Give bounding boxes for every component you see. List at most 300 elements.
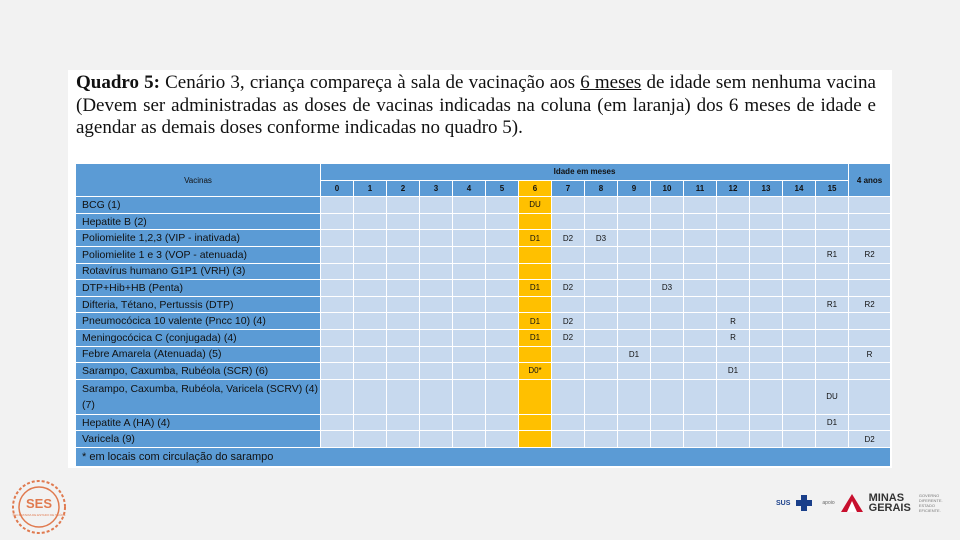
dose-cell: [585, 280, 618, 297]
dose-cell: D2: [552, 329, 585, 346]
dose-cell: [684, 246, 717, 263]
anos-header: 4 anos: [849, 164, 891, 197]
dose-cell: [783, 346, 816, 363]
vaccine-name: BCG (1): [76, 197, 321, 214]
dose-cell: [552, 431, 585, 448]
dose-cell: [486, 213, 519, 230]
dose-cell: [486, 431, 519, 448]
month-header: 8: [585, 180, 618, 197]
dose-cell: [849, 414, 891, 431]
dose-cell: [420, 363, 453, 380]
dose-cell: [321, 296, 354, 313]
dose-cell: [816, 431, 849, 448]
month-header: 5: [486, 180, 519, 197]
vaccine-name: Pneumocócica 10 valente (Pncc 10) (4): [76, 313, 321, 330]
dose-cell: [552, 263, 585, 280]
dose-cell: [321, 329, 354, 346]
dose-cell: R2: [849, 246, 891, 263]
dose-cell: [750, 363, 783, 380]
dose-cell: [321, 246, 354, 263]
dose-cell: [783, 363, 816, 380]
mg-tagline: GOVERNO DIFERENTE. ESTADO EFICIENTE.: [918, 493, 943, 513]
dose-cell: [618, 414, 651, 431]
dose-cell: [354, 313, 387, 330]
dose-cell: [420, 246, 453, 263]
dose-cell: [519, 414, 552, 431]
table-row: [76, 379, 891, 414]
dose-cell: [486, 379, 519, 414]
dose-cell: [321, 414, 354, 431]
dose-cell: [651, 329, 684, 346]
footer-logos: [776, 493, 945, 513]
dose-cell: [750, 346, 783, 363]
mg-line1: MINAS: [868, 492, 905, 504]
dose-cell: [453, 230, 486, 247]
month-header: 9: [618, 180, 651, 197]
dose-cell: R1: [816, 296, 849, 313]
table-row: [76, 346, 891, 363]
month-header: 1: [354, 180, 387, 197]
dose-cell: [321, 363, 354, 380]
dose-cell: [354, 230, 387, 247]
vaccine-name: Poliomielite 1,2,3 (VIP - inativada): [76, 230, 321, 247]
month-header: 4: [453, 180, 486, 197]
dose-cell: [717, 414, 750, 431]
dose-cell: [849, 313, 891, 330]
dose-cell: [651, 197, 684, 214]
dose-cell: [453, 431, 486, 448]
dose-cell: [750, 230, 783, 247]
dose-cell: [486, 230, 519, 247]
dose-cell: [783, 329, 816, 346]
dose-cell: [849, 197, 891, 214]
vaccine-name: Varicela (9): [76, 431, 321, 448]
dose-cell: [651, 246, 684, 263]
dose-cell: [651, 431, 684, 448]
dose-cell: [618, 296, 651, 313]
intro-text-b: de idade sem nenhuma vacina (Devem ser administradas as doses de vacinas indicadas na coluna (em laranja) dos 6 meses de idade e agendar as demais doses conforme indicadas no quadro 5).: [76, 72, 876, 138]
dose-cell: [519, 213, 552, 230]
dose-cell: [651, 363, 684, 380]
dose-cell: [849, 280, 891, 297]
dose-cell: [750, 213, 783, 230]
dose-cell: [354, 431, 387, 448]
dose-cell: [717, 197, 750, 214]
dose-cell: [387, 213, 420, 230]
dose-cell: D0*: [519, 363, 552, 380]
dose-cell: [420, 230, 453, 247]
vaccine-name: Sarampo, Caxumba, Rubéola (SCR) (6): [76, 363, 321, 380]
minas-gerais-logo-icon: [841, 494, 863, 512]
dose-cell: [420, 431, 453, 448]
dose-cell: [816, 197, 849, 214]
dose-cell: [717, 431, 750, 448]
dose-cell: [783, 213, 816, 230]
dose-cell: [354, 414, 387, 431]
dose-cell: D1: [519, 313, 552, 330]
table-row: [76, 263, 891, 280]
intro-text-a: Cenário 3, criança compareça à sala de vacinação aos: [159, 72, 581, 93]
dose-cell: D3: [585, 230, 618, 247]
dose-cell: [618, 246, 651, 263]
dose-cell: [453, 280, 486, 297]
dose-cell: [552, 246, 585, 263]
dose-cell: [486, 363, 519, 380]
dose-cell: [420, 197, 453, 214]
sus-logo-text: SUS: [776, 499, 791, 507]
slide-card: [68, 70, 892, 468]
dose-cell: [717, 230, 750, 247]
dose-cell: [387, 329, 420, 346]
dose-cell: [387, 197, 420, 214]
dose-cell: [783, 414, 816, 431]
ses-logo-subtext: SECRETARIA DE ESTADO DE SAÚDE: [12, 513, 66, 517]
dose-cell: D1: [717, 363, 750, 380]
dose-cell: [354, 363, 387, 380]
dose-cell: [585, 346, 618, 363]
vaccine-name: Rotavírus humano G1P1 (VRH) (3): [76, 263, 321, 280]
month-header: 13: [750, 180, 783, 197]
dose-cell: [552, 379, 585, 414]
vaccine-name: Hepatite A (HA) (4): [76, 414, 321, 431]
dose-cell: [816, 263, 849, 280]
dose-cell: [651, 213, 684, 230]
dose-cell: [783, 230, 816, 247]
dose-cell: [618, 197, 651, 214]
dose-cell: [618, 263, 651, 280]
dose-cell: [519, 246, 552, 263]
dose-cell: [783, 379, 816, 414]
table-row: [76, 213, 891, 230]
dose-cell: [387, 414, 420, 431]
vaccine-name: Poliomielite 1 e 3 (VOP - atenuada): [76, 246, 321, 263]
month-header: 0: [321, 180, 354, 197]
vaccine-name: Meningocócica C (conjugada) (4): [76, 329, 321, 346]
dose-cell: [321, 346, 354, 363]
dose-cell: [783, 280, 816, 297]
dose-cell: [420, 329, 453, 346]
dose-cell: D2: [849, 431, 891, 448]
dose-cell: [849, 230, 891, 247]
dose-cell: [354, 280, 387, 297]
mg-line2: GERAIS: [868, 502, 911, 514]
dose-cell: [717, 379, 750, 414]
dose-cell: [585, 379, 618, 414]
dose-cell: R1: [816, 246, 849, 263]
month-header: 7: [552, 180, 585, 197]
dose-cell: [420, 379, 453, 414]
month-header: 11: [684, 180, 717, 197]
dose-cell: [486, 263, 519, 280]
dose-cell: [486, 329, 519, 346]
dose-cell: [717, 346, 750, 363]
dose-cell: [651, 414, 684, 431]
table-row: [76, 414, 891, 431]
dose-cell: [684, 329, 717, 346]
dose-cell: [849, 363, 891, 380]
vaccine-name: Febre Amarela (Atenuada) (5): [76, 346, 321, 363]
dose-cell: [783, 246, 816, 263]
dose-cell: R: [717, 313, 750, 330]
footnote: * em locais com circulação do sarampo: [76, 447, 891, 466]
dose-cell: [783, 263, 816, 280]
dose-cell: R: [717, 329, 750, 346]
intro-title: Quadro 5:: [76, 72, 160, 93]
dose-cell: DU: [816, 379, 849, 414]
month-header: 6: [519, 180, 552, 197]
dose-cell: [387, 246, 420, 263]
dose-cell: [684, 363, 717, 380]
dose-cell: [387, 296, 420, 313]
dose-cell: [552, 414, 585, 431]
dose-cell: [354, 213, 387, 230]
dose-cell: [684, 313, 717, 330]
minas-gerais-wordmark: [869, 493, 911, 513]
dose-cell: [519, 379, 552, 414]
dose-cell: [651, 346, 684, 363]
month-header: 10: [651, 180, 684, 197]
dose-cell: D1: [519, 230, 552, 247]
dose-cell: [651, 230, 684, 247]
intro-paragraph: [76, 72, 876, 140]
vaccine-name: DTP+Hib+HB (Penta): [76, 280, 321, 297]
dose-cell: [750, 280, 783, 297]
dose-cell: [717, 213, 750, 230]
dose-cell: [519, 431, 552, 448]
month-header: 3: [420, 180, 453, 197]
dose-cell: [321, 313, 354, 330]
dose-cell: [387, 313, 420, 330]
dose-cell: [651, 379, 684, 414]
dose-cell: [750, 329, 783, 346]
ses-logo-text: SES: [25, 496, 53, 511]
dose-cell: [618, 363, 651, 380]
dose-cell: [354, 197, 387, 214]
dose-cell: [453, 213, 486, 230]
dose-cell: [585, 313, 618, 330]
dose-cell: [816, 230, 849, 247]
dose-cell: [750, 414, 783, 431]
dose-cell: [684, 296, 717, 313]
dose-cell: R2: [849, 296, 891, 313]
dose-cell: [486, 346, 519, 363]
dose-cell: [519, 296, 552, 313]
dose-cell: [321, 431, 354, 448]
dose-cell: [552, 197, 585, 214]
dose-cell: [717, 263, 750, 280]
sus-cross-icon: [796, 495, 812, 511]
dose-cell: [816, 329, 849, 346]
dose-cell: [552, 296, 585, 313]
dose-cell: [651, 296, 684, 313]
dose-cell: [387, 280, 420, 297]
dose-cell: [750, 379, 783, 414]
dose-cell: [684, 280, 717, 297]
dose-cell: [552, 363, 585, 380]
dose-cell: [651, 263, 684, 280]
dose-cell: [387, 230, 420, 247]
dose-cell: [420, 280, 453, 297]
dose-cell: [387, 363, 420, 380]
dose-cell: [816, 313, 849, 330]
dose-cell: [321, 263, 354, 280]
dose-cell: [354, 263, 387, 280]
table-row: [76, 197, 891, 214]
dose-cell: [321, 213, 354, 230]
vaccine-name: Difteria, Tétano, Pertussis (DTP): [76, 296, 321, 313]
vaccine-name: Sarampo, Caxumba, Rubéola, Varicela (SCRV) (4) (7): [76, 379, 321, 414]
dose-cell: D2: [552, 230, 585, 247]
dose-cell: [420, 213, 453, 230]
dose-cell: [321, 280, 354, 297]
table-row: [76, 280, 891, 297]
month-header: 12: [717, 180, 750, 197]
dose-cell: [585, 414, 618, 431]
dose-cell: [486, 280, 519, 297]
dose-cell: [750, 263, 783, 280]
table-row: [76, 431, 891, 448]
dose-cell: D1: [519, 329, 552, 346]
dose-cell: [321, 197, 354, 214]
dose-cell: [816, 346, 849, 363]
dose-cell: [387, 379, 420, 414]
dose-cell: D2: [552, 313, 585, 330]
footnote-row: [76, 447, 891, 466]
dose-cell: [717, 280, 750, 297]
dose-cell: [453, 263, 486, 280]
dose-cell: [684, 263, 717, 280]
dose-cell: [750, 313, 783, 330]
dose-cell: [585, 197, 618, 214]
table-row: [76, 296, 891, 313]
table-row: [76, 363, 891, 380]
table-row: [76, 329, 891, 346]
dose-cell: [783, 431, 816, 448]
dose-cell: [354, 296, 387, 313]
dose-cell: [486, 313, 519, 330]
dose-cell: [420, 263, 453, 280]
dose-cell: [453, 197, 486, 214]
dose-cell: [750, 296, 783, 313]
dose-cell: [783, 296, 816, 313]
vaccine-name: Hepatite B (2): [76, 213, 321, 230]
dose-cell: [420, 296, 453, 313]
dose-cell: [486, 296, 519, 313]
dose-cell: [387, 431, 420, 448]
dose-cell: [750, 197, 783, 214]
month-header: 14: [783, 180, 816, 197]
dose-cell: [816, 363, 849, 380]
dose-cell: D1: [519, 280, 552, 297]
dose-cell: [849, 213, 891, 230]
dose-cell: [585, 363, 618, 380]
dose-cell: [585, 431, 618, 448]
dose-cell: [684, 414, 717, 431]
table-row: [76, 246, 891, 263]
month-header: 15: [816, 180, 849, 197]
header-row-top: [76, 164, 891, 181]
dose-cell: [453, 363, 486, 380]
month-header: 2: [387, 180, 420, 197]
dose-cell: [618, 379, 651, 414]
dose-cell: [321, 230, 354, 247]
dose-cell: [618, 329, 651, 346]
dose-cell: [618, 280, 651, 297]
dose-cell: D1: [816, 414, 849, 431]
dose-cell: [453, 296, 486, 313]
dose-cell: [453, 379, 486, 414]
dose-cell: [354, 246, 387, 263]
dose-cell: D3: [651, 280, 684, 297]
dose-cell: [585, 213, 618, 230]
dose-cell: [783, 197, 816, 214]
dose-cell: [354, 379, 387, 414]
dose-cell: [684, 197, 717, 214]
dose-cell: [585, 329, 618, 346]
apoio-label: apoio: [822, 500, 835, 506]
table-row: [76, 230, 891, 247]
dose-cell: [849, 329, 891, 346]
dose-cell: [618, 313, 651, 330]
dose-cell: [750, 431, 783, 448]
dose-cell: D2: [552, 280, 585, 297]
dose-cell: [684, 213, 717, 230]
dose-cell: [486, 197, 519, 214]
dose-cell: [453, 414, 486, 431]
dose-cell: [618, 230, 651, 247]
ses-logo: [10, 478, 68, 536]
dose-cell: [453, 246, 486, 263]
dose-cell: [387, 346, 420, 363]
dose-cell: [552, 213, 585, 230]
dose-cell: [453, 313, 486, 330]
dose-cell: [354, 346, 387, 363]
dose-cell: R: [849, 346, 891, 363]
dose-cell: [684, 346, 717, 363]
intro-underlined: 6 meses: [580, 72, 642, 93]
dose-cell: [849, 379, 891, 414]
dose-cell: [420, 414, 453, 431]
dose-cell: [849, 263, 891, 280]
dose-cell: [618, 213, 651, 230]
dose-cell: [552, 346, 585, 363]
dose-cell: [321, 379, 354, 414]
dose-cell: [684, 431, 717, 448]
dose-cell: [519, 346, 552, 363]
dose-cell: [585, 263, 618, 280]
vacinas-header: Vacinas: [76, 164, 321, 197]
dose-cell: [387, 263, 420, 280]
dose-cell: [420, 313, 453, 330]
dose-cell: [717, 246, 750, 263]
dose-cell: [750, 246, 783, 263]
idade-header: Idade em meses: [321, 164, 849, 181]
dose-cell: [585, 246, 618, 263]
dose-cell: [618, 431, 651, 448]
dose-cell: [684, 379, 717, 414]
dose-cell: [783, 313, 816, 330]
dose-cell: [486, 414, 519, 431]
dose-cell: [717, 296, 750, 313]
dose-cell: [684, 230, 717, 247]
table-row: [76, 313, 891, 330]
dose-cell: DU: [519, 197, 552, 214]
dose-cell: [816, 280, 849, 297]
dose-cell: [486, 246, 519, 263]
dose-cell: [354, 329, 387, 346]
dose-cell: [816, 213, 849, 230]
dose-cell: [651, 313, 684, 330]
